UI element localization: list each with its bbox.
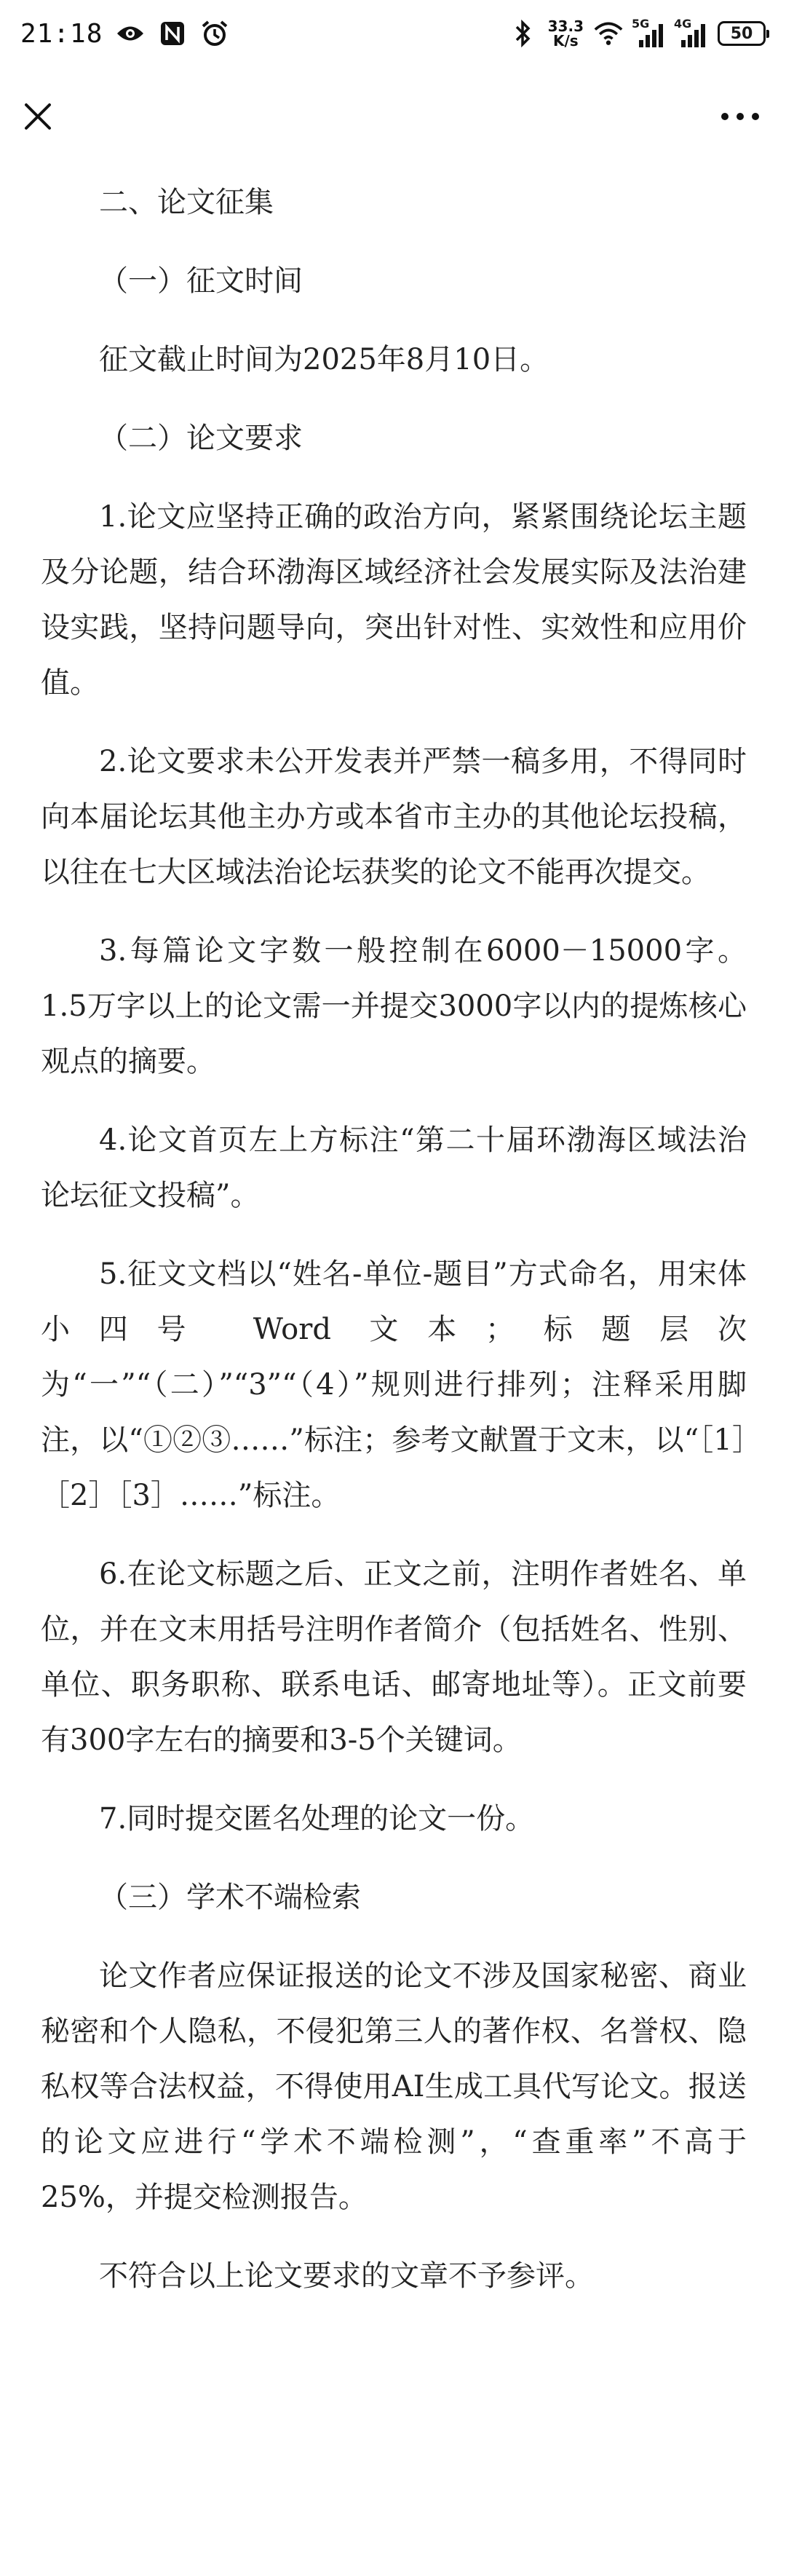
requirement-paragraph: 1.论文应坚持正确的政治方向，紧紧围绕论坛主题及分论题，结合环渤海区域经济社会发展实际及法治建设实践，坚持问题导向，突出针对性、实效性和应用价值。 [41, 500, 747, 700]
eye-icon [116, 19, 145, 48]
battery-icon [718, 21, 766, 46]
bluetooth-icon [509, 19, 538, 48]
subsection-heading: （一）征文时间 [99, 264, 303, 298]
more-button[interactable] [715, 96, 766, 137]
status-bar [0, 0, 786, 67]
net-speed-unit: K/s [552, 32, 579, 50]
status-time: 21:18 [20, 18, 103, 49]
net-speed-value: 33.3 [547, 17, 584, 35]
signal-1-label: 5G [632, 17, 650, 31]
signal-icon-2 [674, 17, 707, 47]
nfc-icon [158, 19, 187, 48]
requirement-paragraph: 6.在论文标题之后、正文之前，注明作者姓名、单位，并在文末用括号注明作者简介（包括姓名、性别、单位、职务职称、联系电话、邮寄地址等）。正文前要有300字左右的摘要和3-5个关键词。 [41, 1557, 747, 1757]
alarm-icon [200, 19, 229, 48]
requirement-paragraph: 2.论文要求未公开发表并严禁一稿多用，不得同时向本届论坛其他主办方或本省市主办的其他论坛投稿，以往在七大区域法治论坛获奖的论文不能再次提交。 [41, 745, 747, 889]
article-body [41, 175, 747, 2304]
app-bar [0, 82, 786, 147]
close-icon [23, 102, 52, 131]
net-speed [548, 19, 584, 48]
status-bar-right [509, 13, 766, 54]
requirement-paragraph: 3.每篇论文字数一般控制在6000－15000字。1.5万字以上的论文需一并提交3000字以内的提炼核心观点的摘要。 [41, 934, 747, 1078]
close-button[interactable] [17, 96, 58, 137]
wifi-icon [594, 19, 623, 48]
requirement-paragraph: 7.同时提交匿名处理的论文一份。 [99, 1802, 535, 1836]
signal-icon [632, 17, 665, 47]
closing-paragraph: 不符合以上论文要求的文章不予参评。 [99, 2259, 594, 2293]
integrity-paragraph: 论文作者应保证报送的论文不涉及国家秘密、商业秘密和个人隐私，不侵犯第三人的著作权、名誉权、隐私权等合法权益，不得使用AI生成工具代写论文。报送的论文应进行“学术不端检测”，“查重率”不高于25%，并提交检测报告。 [41, 1959, 747, 2214]
section-heading: 二、论文征集 [99, 186, 274, 219]
subsection-heading: （三）学术不端检索 [99, 1881, 361, 1914]
requirement-paragraph: 5.征文文档以“姓名-单位-题目”方式命名，用宋体小四号 Word 文本；标题层次为“一”“（二）”“3”“（4）”规则进行排列；注释采用脚注，以“①②③……”标注；参考文献置于文末，以“［1］［2］［3］……”标注。 [41, 1257, 747, 1512]
battery-level: 50 [730, 24, 753, 43]
signal-2-label: 4G [674, 17, 692, 31]
deadline-paragraph: 征文截止时间为2025年8月10日。 [99, 343, 549, 376]
status-bar-left [20, 13, 229, 54]
subsection-heading: （二）论文要求 [99, 422, 303, 455]
requirement-paragraph: 4.论文首页左上方标注“第二十届环渤海区域法治论坛征文投稿”。 [41, 1123, 747, 1212]
more-icon [720, 112, 760, 121]
